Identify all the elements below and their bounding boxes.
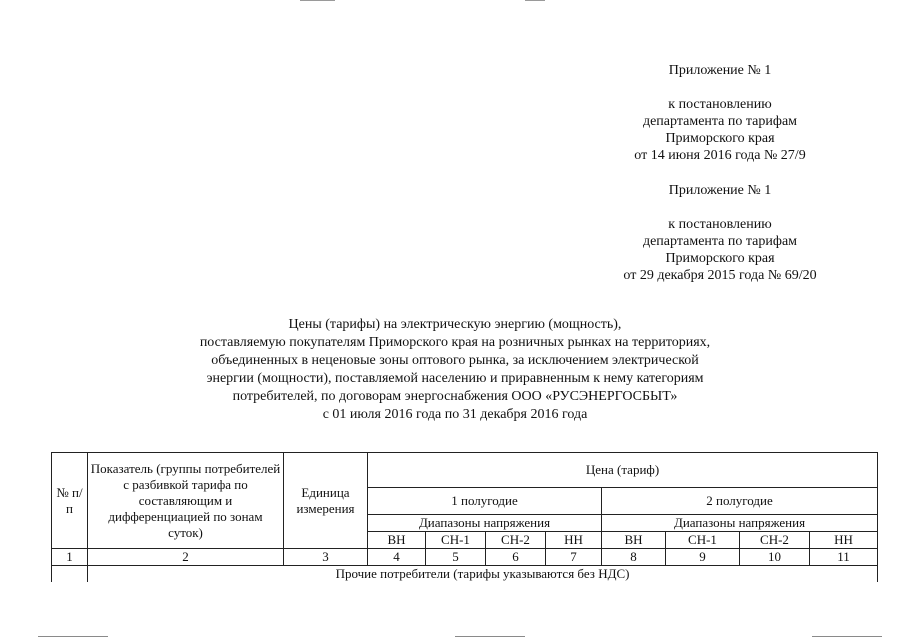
document-title (150, 316, 760, 424)
header-voltage-ranges: Диапазоны напряжения (368, 515, 602, 532)
annex-line: к постановлению (668, 217, 772, 232)
title-line: потребителей, по договорам энергоснабжения ООО «РУСЭНЕРГОСБЫТ» (232, 389, 678, 404)
annex-line: департамента по тарифам (642, 234, 798, 249)
voltage-level: СН-1 (666, 532, 740, 549)
title-line: объединенных в неценовые зоны оптового рынка, за исключением электрической (211, 353, 699, 368)
column-number: 7 (546, 549, 602, 566)
annex-line: к постановлению (668, 97, 772, 112)
header-price: Цена (тариф) (368, 453, 878, 488)
annex-block-current (560, 62, 880, 164)
column-number: 8 (602, 549, 666, 566)
scan-mark-bottom (455, 636, 525, 637)
column-number: 6 (486, 549, 546, 566)
annex-title: Приложение № 1 (668, 63, 772, 78)
header-indicator: Показатель (группы потребителей с разбивкой тарифа по составляющим и дифференциацией по зонам суток) (88, 453, 284, 549)
scan-mark-bottom (38, 636, 108, 637)
annex-line: Приморского края (665, 131, 775, 146)
voltage-level: НН (546, 532, 602, 549)
column-number: 4 (368, 549, 426, 566)
column-number: 9 (666, 549, 740, 566)
voltage-level: ВН (602, 532, 666, 549)
annex-line: департамента по тарифам (642, 114, 798, 129)
column-number: 5 (426, 549, 486, 566)
header-number: № п/п (52, 453, 88, 549)
header-unit: Единица измерения (284, 453, 368, 549)
header-half-2: 2 полугодие (602, 488, 878, 515)
voltage-level: СН-1 (426, 532, 486, 549)
title-line: поставляемую покупателям Приморского края на розничных рынках на территориях, (199, 335, 711, 350)
voltage-level: ВН (368, 532, 426, 549)
scan-mark-top (300, 0, 335, 1)
annex-title: Приложение № 1 (668, 183, 772, 198)
voltage-level: СН-2 (486, 532, 546, 549)
voltage-level: СН-2 (740, 532, 810, 549)
scan-mark-top (525, 0, 545, 1)
column-number: 11 (810, 549, 878, 566)
column-number: 10 (740, 549, 810, 566)
title-line: энергии (мощности), поставляемой населению и приравненным к нему категориям (206, 371, 704, 386)
annex-line: от 14 июня 2016 года № 27/9 (634, 148, 806, 163)
annex-line: от 29 декабря 2015 года № 69/20 (623, 268, 817, 283)
annex-block-original (560, 182, 880, 284)
scan-mark-bottom (812, 636, 882, 637)
column-number: 1 (52, 549, 88, 566)
tariff-table (51, 452, 878, 582)
category-row: Прочие потребители (тарифы указываются без НДС) (88, 566, 878, 583)
column-number: 3 (284, 549, 368, 566)
title-line: Цены (тарифы) на электрическую энергию (мощность), (288, 317, 622, 332)
category-cell-empty (52, 566, 88, 583)
column-number: 2 (88, 549, 284, 566)
header-half-1: 1 полугодие (368, 488, 602, 515)
annex-line: Приморского края (665, 251, 775, 266)
title-line: с 01 июля 2016 года по 31 декабря 2016 года (322, 407, 588, 422)
voltage-level: НН (810, 532, 878, 549)
header-voltage-ranges: Диапазоны напряжения (602, 515, 878, 532)
